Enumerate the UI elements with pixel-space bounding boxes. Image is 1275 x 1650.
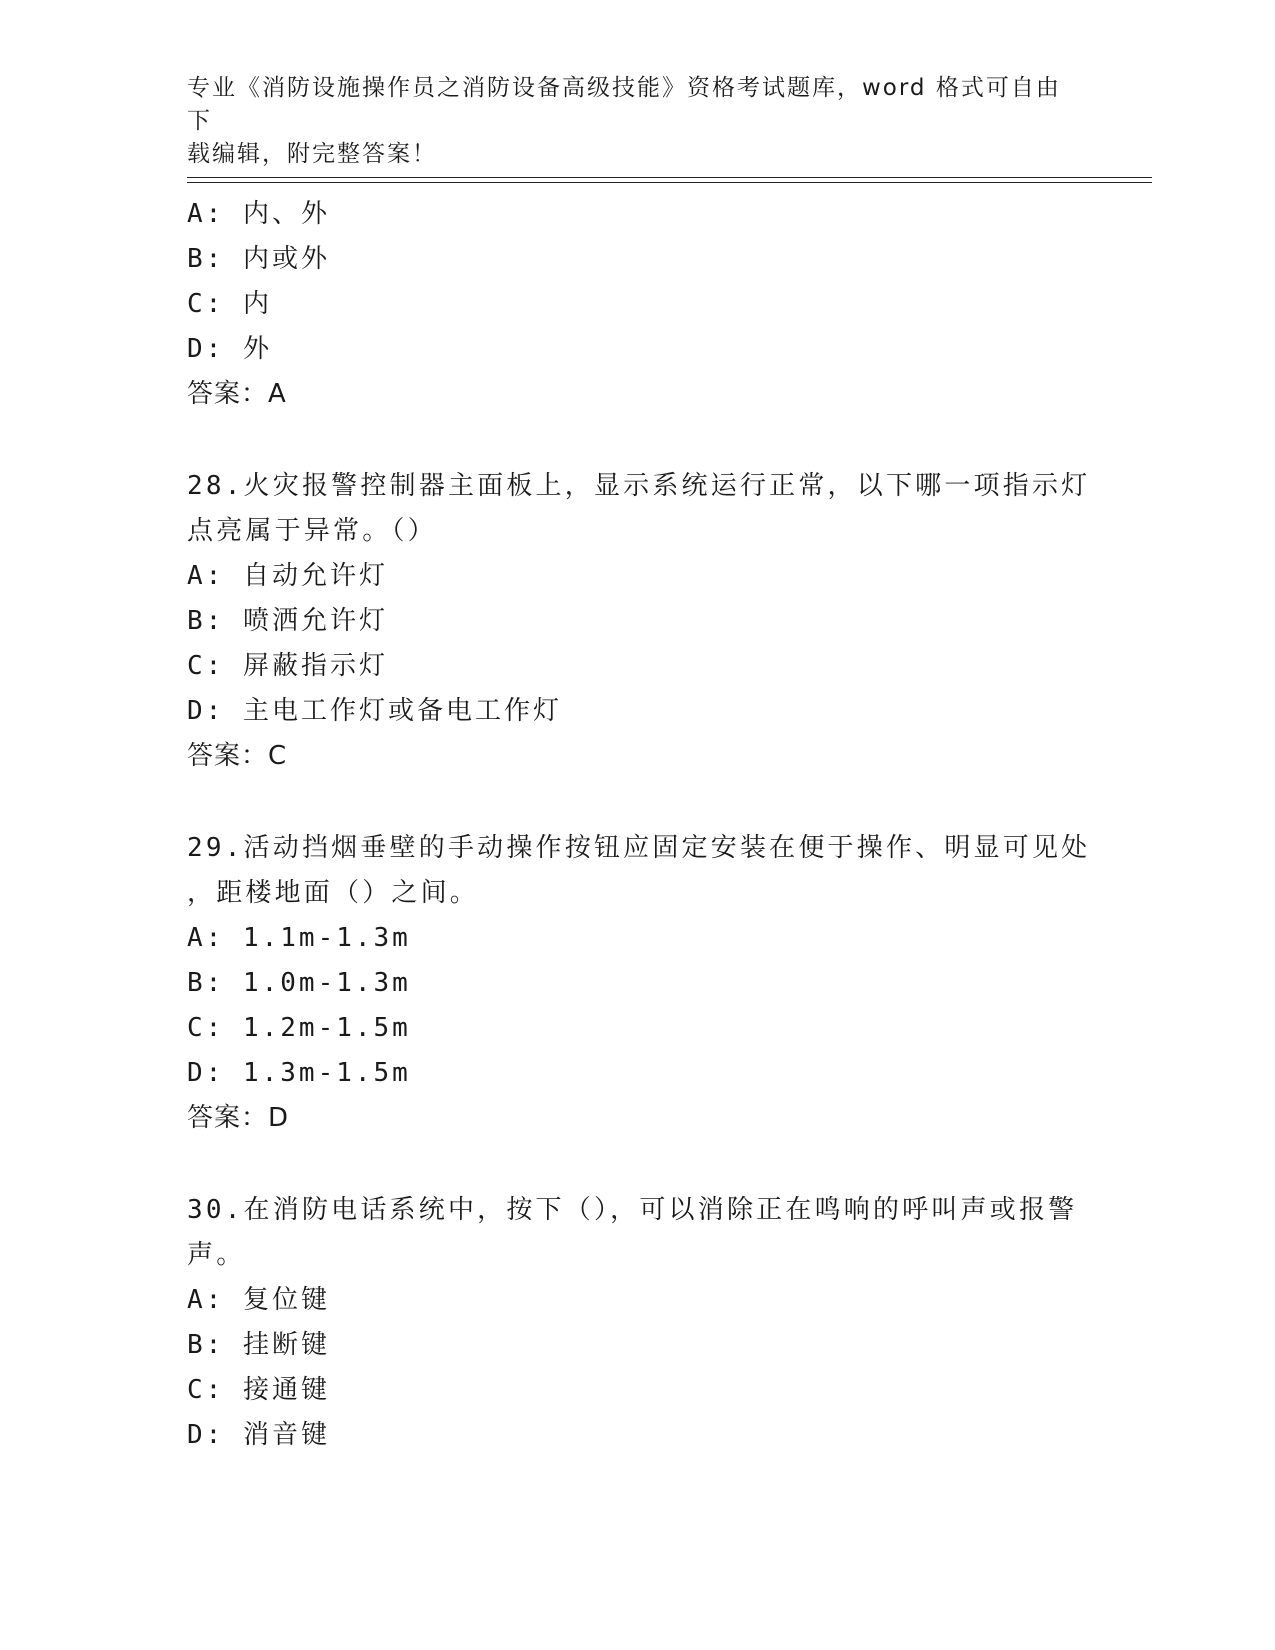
header-divider-top (187, 177, 1152, 178)
question-stem-line-1: 28.火灾报警控制器主面板上，显示系统运行正常，以下哪一项指示灯 (187, 471, 1091, 501)
option-d: D: 主电工作灯或备电工作灯 (187, 696, 562, 726)
option-a: A: 内、外 (187, 199, 330, 229)
option-b: B: 内或外 (187, 244, 330, 274)
option-c: C: 屏蔽指示灯 (187, 651, 388, 681)
option-c: C: 接通键 (187, 1375, 330, 1405)
header-line-2: 载编辑，附完整答案！ (187, 141, 437, 167)
option-c: C: 内 (187, 289, 272, 319)
question-27 (187, 192, 1087, 417)
header-divider-bottom (187, 182, 1152, 183)
header-line-1: 专业《消防设施操作员之消防设备高级技能》资格考试题库，word 格式可自由下 (187, 75, 1061, 134)
question-list (187, 192, 1091, 1458)
question-29 (187, 826, 1091, 1141)
question-stem-line-2: 声。 (187, 1240, 246, 1270)
option-d: D: 外 (187, 334, 272, 364)
option-b: B: 1.0m-1.3m (187, 968, 411, 998)
question-28 (187, 464, 1091, 779)
option-c: C: 1.2m-1.5m (187, 1013, 411, 1043)
answer-line: 答案：C (187, 741, 288, 771)
question-30 (187, 1188, 1087, 1458)
answer-line: 答案：A (187, 379, 287, 409)
option-d: D: 1.3m-1.5m (187, 1058, 411, 1088)
document-header (187, 72, 1067, 171)
answer-line: 答案：D (187, 1103, 290, 1133)
question-stem-line-1: 30.在消防电话系统中，按下（），可以消除正在鸣响的呼叫声或报警 (187, 1195, 1078, 1225)
question-stem-line-2: 点亮属于异常。（） (187, 516, 437, 546)
document-page (187, 0, 1152, 1650)
option-a: A: 自动允许灯 (187, 561, 388, 591)
option-b: B: 喷洒允许灯 (187, 606, 388, 636)
option-a: A: 1.1m-1.3m (187, 923, 411, 953)
option-d: D: 消音键 (187, 1420, 330, 1450)
option-a: A: 复位键 (187, 1285, 330, 1315)
question-stem-line-2: ，距楼地面（）之间。 (187, 878, 480, 908)
question-stem-line-1: 29.活动挡烟垂壁的手动操作按钮应固定安装在便于操作、明显可见处 (187, 833, 1091, 863)
option-b: B: 挂断键 (187, 1330, 330, 1360)
